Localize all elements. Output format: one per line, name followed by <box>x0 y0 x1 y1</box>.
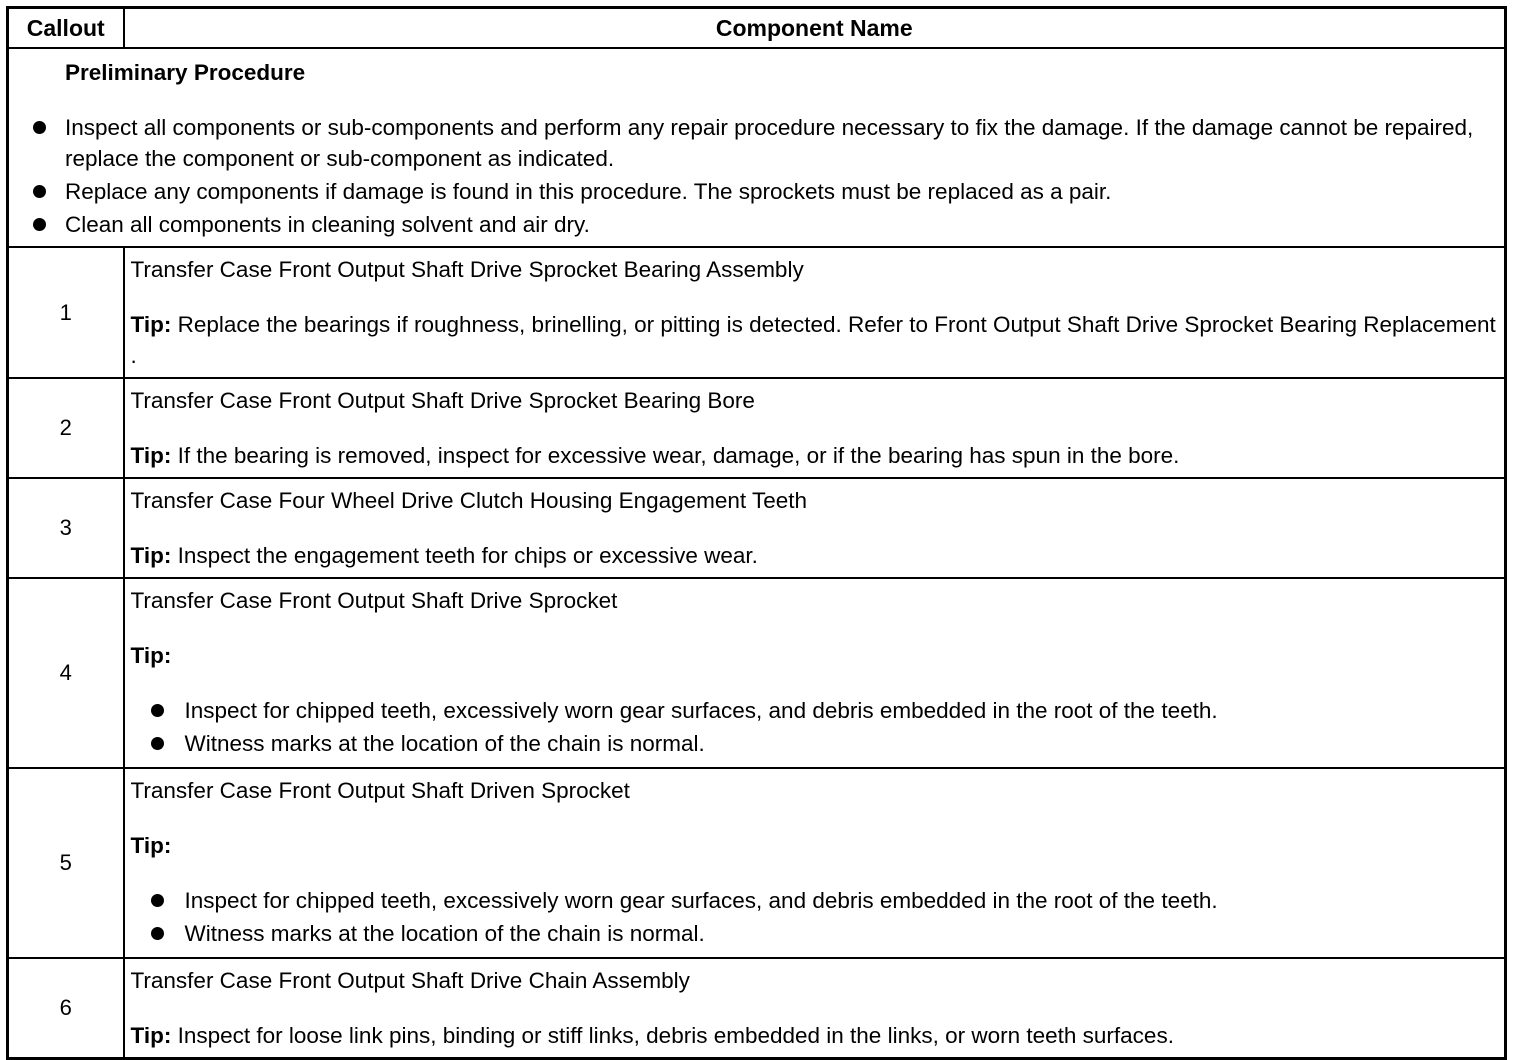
preliminary-cell <box>8 48 1506 247</box>
component-name: Transfer Case Front Output Shaft Drive Sprocket Bearing Assembly <box>130 257 804 282</box>
preliminary-item-text: Replace any components if damage is found in this procedure. The sprockets must be replaced as a pair. <box>65 179 1112 204</box>
tip <box>131 540 1497 571</box>
table-row <box>8 478 1506 578</box>
tip-item-text: Witness marks at the location of the chain is normal. <box>184 921 705 946</box>
bullet-icon <box>33 185 46 198</box>
tip-item-text: Inspect for chipped teeth, excessively worn gear surfaces, and debris embedded in the root of the teeth. <box>184 698 1218 723</box>
callout-header: Callout <box>8 8 124 49</box>
tip-list <box>131 695 1497 759</box>
component-name: Transfer Case Front Output Shaft Driven Sprocket <box>130 778 630 803</box>
list-item <box>29 209 1492 240</box>
bullet-icon <box>151 704 164 717</box>
preliminary-title: Preliminary Procedure <box>65 60 306 85</box>
table-row <box>8 578 1506 768</box>
component-name: Transfer Case Front Output Shaft Drive Sprocket Bearing Bore <box>130 388 755 413</box>
preliminary-row <box>8 48 1506 247</box>
preliminary-list <box>29 112 1492 240</box>
table-row <box>8 247 1506 378</box>
list-item <box>29 176 1492 207</box>
list-item <box>151 885 1497 916</box>
list-item <box>151 695 1497 726</box>
tip <box>131 1020 1497 1051</box>
tip-label: Tip: <box>130 833 172 858</box>
preliminary-item-text: Clean all components in cleaning solvent and air dry. <box>65 212 590 237</box>
table-row <box>8 378 1506 478</box>
bullet-icon <box>33 121 46 134</box>
tip-text: Inspect for loose link pins, binding or stiff links, debris embedded in the links, or worn teeth surfaces. <box>177 1023 1174 1048</box>
list-item <box>151 918 1497 949</box>
component-table <box>6 6 1507 1060</box>
component-name: Transfer Case Front Output Shaft Drive Chain Assembly <box>130 968 690 993</box>
tip-list <box>131 885 1497 949</box>
component-cell <box>124 958 1506 1059</box>
callout-number: 4 <box>8 578 124 768</box>
tip-label: Tip: <box>130 643 172 668</box>
preliminary-item-text: Inspect all components or sub-components and perform any repair procedure necessary to fix the damage. If the damage cannot be repaired, replace the component or sub-component as indicated. <box>65 115 1474 171</box>
callout-number: 1 <box>8 247 124 378</box>
callout-number: 2 <box>8 378 124 478</box>
bullet-icon <box>151 737 164 750</box>
tip-text: Replace the bearings if roughness, brinelling, or pitting is detected. Refer to Front Output Shaft Drive Sprocket Bearing Replacement . <box>130 312 1496 368</box>
component-cell <box>124 478 1506 578</box>
list-item <box>151 728 1497 759</box>
component-name: Transfer Case Four Wheel Drive Clutch Housing Engagement Teeth <box>130 488 808 513</box>
bullet-icon <box>151 894 164 907</box>
callout-number: 3 <box>8 478 124 578</box>
tip-label: Tip: <box>130 1023 172 1048</box>
bullet-icon <box>151 927 164 940</box>
tip-text: If the bearing is removed, inspect for excessive wear, damage, or if the bearing has spun in the bore. <box>177 443 1180 468</box>
component-cell <box>124 768 1506 958</box>
tip-item-text: Inspect for chipped teeth, excessively worn gear surfaces, and debris embedded in the root of the teeth. <box>184 888 1218 913</box>
callout-number: 5 <box>8 768 124 958</box>
tip-item-text: Witness marks at the location of the chain is normal. <box>184 731 705 756</box>
tip-text: Inspect the engagement teeth for chips or excessive wear. <box>177 543 758 568</box>
component-cell <box>124 578 1506 768</box>
component-cell <box>124 247 1506 378</box>
callout-number: 6 <box>8 958 124 1059</box>
tip <box>131 309 1497 371</box>
header-row <box>8 8 1506 49</box>
tip-label: Tip: <box>130 312 172 337</box>
bullet-icon <box>33 218 46 231</box>
tip <box>131 440 1497 471</box>
component-name: Transfer Case Front Output Shaft Drive Sprocket <box>130 588 618 613</box>
component-cell <box>124 378 1506 478</box>
component-header: Component Name <box>124 8 1506 49</box>
tip-label: Tip: <box>130 443 172 468</box>
table-row <box>8 958 1506 1059</box>
list-item <box>29 112 1492 174</box>
tip-label: Tip: <box>130 543 172 568</box>
table-row <box>8 768 1506 958</box>
